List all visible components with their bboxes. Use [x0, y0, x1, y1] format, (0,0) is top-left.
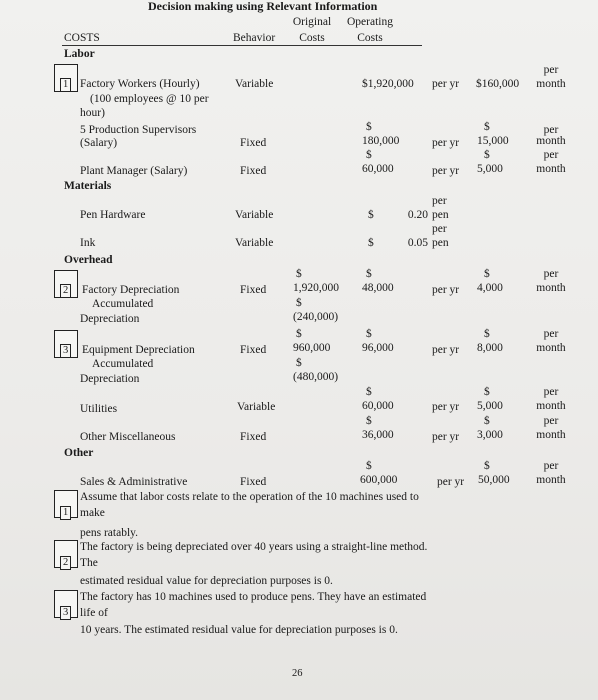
equipment-depreciation-label-3: Depreciation [80, 373, 140, 385]
ink-behavior: Variable [235, 237, 274, 249]
utilities-op-sym: $ [366, 386, 372, 398]
header-operating: Operating [347, 16, 393, 28]
other-misc-per: per [543, 415, 559, 427]
factory-workers-monthly: $160,000 [476, 78, 520, 90]
equipment-depreciation-label: Equipment Depreciation [82, 344, 195, 356]
note-3-text-2: life of [80, 607, 108, 619]
factory-depreciation-behavior: Fixed [240, 284, 267, 296]
factory-depreciation-per: per [543, 268, 559, 280]
factory-workers-behavior: Variable [235, 78, 274, 90]
note-ref-1: 1 [60, 78, 71, 92]
factory-depreciation-orig-sym: $ [296, 268, 302, 280]
factory-workers-operating: $1,920,000 [362, 78, 414, 90]
plant-manager-operating: 60,000 [362, 163, 394, 175]
sales-admin-op-sym: $ [366, 460, 372, 472]
factory-workers-label-2: (100 employees @ 10 per [90, 93, 209, 105]
sales-admin-unit: per yr [437, 476, 465, 488]
sales-admin-per: per [543, 460, 559, 472]
pen-hardware-op-sym: $ [368, 209, 374, 221]
utilities-monthly: 5,000 [477, 400, 503, 412]
factory-workers-month: month [536, 78, 566, 90]
supervisors-m-sym: $ [484, 121, 490, 133]
page-number: 26 [292, 668, 303, 679]
factory-depreciation-label: Factory Depreciation [82, 284, 180, 296]
plant-manager-month: month [536, 163, 566, 175]
pen-hardware-pen: pen [432, 209, 449, 221]
utilities-month: month [536, 400, 566, 412]
factory-depreciation-original: 1,920,000 [293, 282, 339, 294]
factory-depreciation-accumulated: (240,000) [293, 311, 339, 323]
pen-hardware-behavior: Variable [235, 209, 274, 221]
sales-admin-label: Sales & Administrative [80, 476, 188, 488]
note-1-text: Assume that labor costs relate to the operation of the 10 machines used to [80, 491, 419, 503]
note-2-text-3: estimated residual value for depreciation purposes is 0. [80, 575, 333, 587]
other-misc-monthly: 3,000 [477, 429, 503, 441]
pen-hardware-label: Pen Hardware [80, 209, 146, 221]
other-misc-op-sym: $ [366, 415, 372, 427]
note-3-number: 3 [60, 606, 71, 620]
other-misc-behavior: Fixed [240, 431, 267, 443]
factory-depreciation-month: month [536, 282, 566, 294]
header-original: Original [292, 16, 332, 28]
equipment-depreciation-m-sym: $ [484, 328, 490, 340]
supervisors-op-sym: $ [366, 121, 372, 133]
note-1-text-3: pens ratably. [80, 527, 139, 539]
factory-depreciation-unit: per yr [432, 284, 460, 296]
other-misc-operating: 36,000 [362, 429, 394, 441]
utilities-operating: 60,000 [362, 400, 394, 412]
supervisors-operating: 180,000 [362, 135, 400, 147]
equipment-depreciation-accumulated: (480,000) [293, 371, 339, 383]
equipment-depreciation-per: per [543, 328, 559, 340]
factory-workers-label-3: hour) [80, 107, 105, 119]
factory-depreciation-m-sym: $ [484, 268, 490, 280]
equipment-depreciation-behavior: Fixed [240, 344, 267, 356]
section-other: Other [64, 447, 94, 459]
sales-admin-operating: 600,000 [360, 474, 398, 486]
factory-workers-unit: per yr [432, 78, 460, 90]
ink-label: Ink [80, 237, 96, 249]
note-2-text-2: The [80, 557, 98, 569]
supervisors-label: 5 Production Supervisors [80, 124, 197, 136]
factory-depreciation-monthly: 4,000 [477, 282, 503, 294]
note-ref-2: 2 [60, 284, 71, 298]
supervisors-label-2: (Salary) [80, 137, 118, 149]
supervisors-behavior: Fixed [240, 137, 267, 149]
equipment-depreciation-orig-sym: $ [296, 328, 302, 340]
pen-hardware-per: per [432, 195, 447, 207]
sales-admin-monthly: 50,000 [478, 474, 510, 486]
other-misc-month: month [536, 429, 566, 441]
equipment-depreciation-operating: 96,000 [362, 342, 394, 354]
equipment-depreciation-month: month [536, 342, 566, 354]
plant-manager-label: Plant Manager (Salary) [80, 165, 188, 177]
sales-admin-month: month [536, 474, 566, 486]
utilities-label: Utilities [80, 403, 118, 415]
plant-manager-op-sym: $ [366, 149, 372, 161]
section-overhead: Overhead [64, 254, 113, 266]
header-behavior: Behavior [233, 32, 276, 44]
header-rule [62, 45, 422, 46]
header-original-costs: Costs [299, 32, 325, 44]
factory-workers-per: per [543, 64, 559, 76]
other-misc-unit: per yr [432, 431, 460, 443]
equipment-depreciation-op-sym: $ [366, 328, 372, 340]
note-2-text: The factory is being depreciated over 40 years using a straight-line method. [80, 541, 428, 553]
other-misc-label: Other Miscellaneous [80, 431, 176, 443]
equipment-depreciation-unit: per yr [432, 344, 460, 356]
utilities-m-sym: $ [484, 386, 490, 398]
ink-op-sym: $ [368, 237, 374, 249]
factory-depreciation-operating: 48,000 [362, 282, 394, 294]
ink-per: per [432, 223, 447, 235]
utilities-per: per [543, 386, 559, 398]
ink-operating: 0.05 [407, 237, 428, 249]
pen-hardware-operating: 0.20 [407, 209, 428, 221]
document-title: Decision making using Relevant Information [148, 0, 378, 13]
note-1-text-2: make [80, 507, 105, 519]
supervisors-month: month [536, 135, 566, 147]
note-1-number: 1 [60, 506, 71, 520]
factory-depreciation-label-2: Accumulated [92, 298, 154, 310]
plant-manager-monthly: 5,000 [477, 163, 503, 175]
note-2-number: 2 [60, 556, 71, 570]
equipment-depreciation-original: 960,000 [293, 342, 331, 354]
equipment-depreciation-label-2: Accumulated [92, 358, 154, 370]
other-misc-m-sym: $ [484, 415, 490, 427]
equipment-depreciation-monthly: 8,000 [477, 342, 503, 354]
note-3-text: The factory has 10 machines used to produce pens. They have an estimated [80, 591, 427, 603]
supervisors-per: per [543, 124, 559, 136]
utilities-behavior: Variable [237, 401, 276, 413]
ink-pen: pen [432, 237, 449, 249]
section-labor: Labor [64, 48, 95, 60]
equipment-depreciation-accum-sym: $ [296, 357, 302, 369]
plant-manager-m-sym: $ [484, 149, 490, 161]
plant-manager-per: per [543, 149, 559, 161]
plant-manager-unit: per yr [432, 165, 460, 177]
factory-depreciation-label-3: Depreciation [80, 313, 140, 325]
header-operating-costs: Costs [357, 32, 383, 44]
utilities-unit: per yr [432, 401, 460, 413]
sales-admin-m-sym: $ [484, 460, 490, 472]
section-materials: Materials [64, 180, 112, 192]
plant-manager-behavior: Fixed [240, 165, 267, 177]
note-ref-3: 3 [60, 344, 71, 358]
factory-depreciation-op-sym: $ [366, 268, 372, 280]
factory-workers-label: Factory Workers (Hourly) [80, 78, 200, 90]
sales-admin-behavior: Fixed [240, 476, 267, 488]
factory-depreciation-accum-sym: $ [296, 297, 302, 309]
note-3-text-3: 10 years. The estimated residual value for depreciation purposes is 0. [80, 624, 398, 636]
header-costs: COSTS [64, 32, 100, 44]
supervisors-monthly: 15,000 [477, 135, 509, 147]
supervisors-unit: per yr [432, 137, 460, 149]
